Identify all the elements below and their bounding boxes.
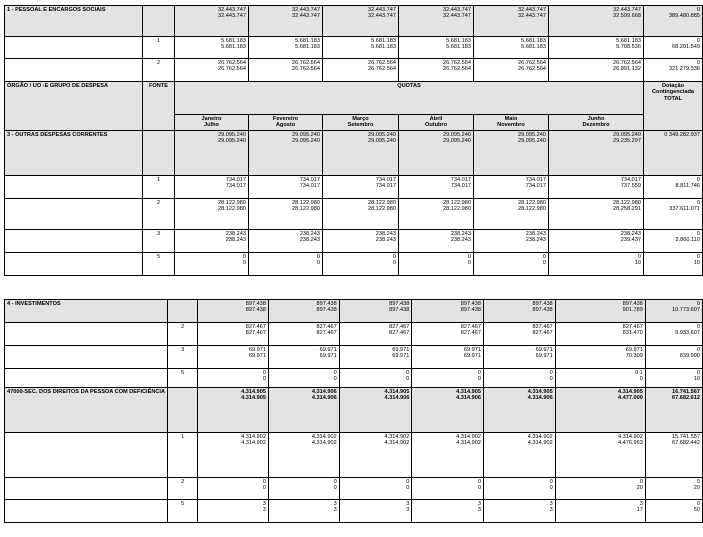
- row-label: [5, 252, 143, 275]
- table-row: [5, 59, 703, 82]
- quota-cell: 29.095.240 29.095.240: [323, 130, 399, 175]
- quota-cell: 0 0: [412, 369, 484, 388]
- quota-cell: 4.314.906 4.314.906: [269, 388, 340, 433]
- quota-cell: 5.681.183 5.681.183: [323, 37, 399, 59]
- quota-cell: 0 0: [399, 252, 474, 275]
- table-row: [5, 300, 703, 323]
- fonte-cell: 5: [168, 369, 198, 388]
- dotacao-cell: 0 9.933.607: [645, 323, 702, 346]
- quota-cell: 4.314.902 4.314.902: [339, 433, 412, 478]
- quota-cell: 238.243 238.243: [399, 229, 474, 252]
- quota-cell: 69.971 69.971: [269, 346, 340, 369]
- dotacao-cell: 0 839.990: [645, 346, 702, 369]
- quota-cell: 0 0: [484, 478, 556, 500]
- row-label: 47000-SEC. DOS DIREITOS DA PESSOA COM DEFICIÊNCIA: [5, 388, 168, 433]
- dotacao-cell: 16.741.567 67.682.612: [645, 388, 702, 433]
- row-label: [5, 478, 168, 500]
- quota-cell: 26.762.564 26.762.564: [474, 59, 549, 82]
- quota-cell: 5.681.183 5.681.183: [399, 37, 474, 59]
- quota-cell: 238.243 239.437: [549, 229, 644, 252]
- fonte-cell: [143, 6, 175, 37]
- dotacao-cell: 0 2.860.110: [644, 229, 703, 252]
- quota-cell: 0 10: [549, 252, 644, 275]
- quota-cell: 238.243 238.243: [175, 229, 249, 252]
- quota-cell: 4.314.902 4.314.902: [484, 433, 556, 478]
- quota-cell: 827.467 827.467: [412, 323, 484, 346]
- quota-cell: 28.122.980 28.122.980: [175, 198, 249, 229]
- quota-cell: 29.095.240 29.095.240: [249, 130, 323, 175]
- dotacao-cell: 0 321.279.336: [644, 59, 703, 82]
- quota-cell: 26.762.564 26.762.564: [323, 59, 399, 82]
- quota-cell: 0 0: [484, 369, 556, 388]
- quotas-header: QUOTAS: [175, 82, 644, 115]
- quota-cell: 29.095.240 29.235.297: [549, 130, 644, 175]
- dotacao-cell: 0 20: [645, 478, 702, 500]
- month-header: Abril Outubro: [399, 115, 474, 131]
- budget-table-part2: [4, 299, 703, 523]
- table-row: [5, 369, 703, 388]
- dotacao-cell: 0 50: [645, 500, 702, 523]
- quota-cell: 69.971 69.971: [484, 346, 556, 369]
- quota-cell: 0 0: [249, 252, 323, 275]
- quota-cell: 0 0: [198, 478, 269, 500]
- quota-cell: 734.017 734.017: [323, 175, 399, 198]
- quota-cell: 0 0: [175, 252, 249, 275]
- quota-cell: 3 17: [555, 500, 645, 523]
- row-label: [5, 59, 143, 82]
- month-header: Janeiro Julho: [175, 115, 249, 131]
- quota-cell: 897.438 897.438: [339, 300, 412, 323]
- row-label: [5, 369, 168, 388]
- quota-cell: 0 0: [269, 369, 340, 388]
- quota-cell: 5.681.183 5.681.183: [474, 37, 549, 59]
- row-label: [5, 500, 168, 523]
- dotacao-cell: 0 349.282.937: [644, 130, 703, 175]
- quota-cell: 26.762.564 26.762.564: [399, 59, 474, 82]
- fonte-cell: 1: [143, 175, 175, 198]
- table-row: [5, 37, 703, 59]
- dotacao-cell: 0 337.611.071: [644, 198, 703, 229]
- quota-cell: 238.243 238.243: [323, 229, 399, 252]
- month-header: Maio Novembro: [474, 115, 549, 131]
- quota-cell: 0 1 0: [555, 369, 645, 388]
- table-row: [5, 252, 703, 275]
- dotacao-cell: 0 68.201.549: [644, 37, 703, 59]
- table-row: [5, 346, 703, 369]
- fonte-cell: 2: [143, 59, 175, 82]
- quota-cell: 897.438 897.438: [198, 300, 269, 323]
- table-row: [5, 500, 703, 523]
- table-header-row: [5, 82, 703, 115]
- fonte-cell: 1: [143, 37, 175, 59]
- quota-cell: 3 3: [484, 500, 556, 523]
- table-row: [5, 388, 703, 433]
- fonte-cell: 2: [143, 198, 175, 229]
- quota-cell: 827.467 827.467: [484, 323, 556, 346]
- dotacao-cell: 0 8.811.746: [644, 175, 703, 198]
- quota-cell: 897.438 897.438: [484, 300, 556, 323]
- quota-cell: 26.762.564 26.762.564: [175, 59, 249, 82]
- quota-cell: 897.438 897.438: [412, 300, 484, 323]
- dotacao-cell: 15.741.557 67.682.442: [645, 433, 702, 478]
- quota-cell: 734.017 737.559: [549, 175, 644, 198]
- quota-cell: 32.443.747 32.443.747: [399, 6, 474, 37]
- row-label: 1 - PESSOAL E ENCARGOS SOCIAIS: [5, 6, 143, 37]
- quota-cell: 897.438 901.789: [555, 300, 645, 323]
- quota-cell: 3 3: [412, 500, 484, 523]
- quota-cell: 32.443.747 32.599.668: [549, 6, 644, 37]
- month-header: Junho Dezembro: [549, 115, 644, 131]
- row-label: [5, 346, 168, 369]
- quota-cell: 4.314.902 4.314.902: [412, 433, 484, 478]
- quota-cell: 28.122.980 28.122.980: [249, 198, 323, 229]
- dotacao-cell: 0 10: [645, 369, 702, 388]
- quota-cell: 827.467 827.467: [198, 323, 269, 346]
- quota-cell: 3 3: [198, 500, 269, 523]
- quota-cell: 238.243 238.243: [474, 229, 549, 252]
- fonte-cell: [168, 300, 198, 323]
- row-label: [5, 37, 143, 59]
- table-row: [5, 323, 703, 346]
- table-row: [5, 433, 703, 478]
- fonte-cell: 2: [168, 478, 198, 500]
- fonte-cell: 2: [168, 323, 198, 346]
- fonte-cell: 3: [143, 229, 175, 252]
- quota-cell: 4.314.905 4.314.906: [412, 388, 484, 433]
- quota-cell: 69.971 69.971: [339, 346, 412, 369]
- dotacao-cell: 0 389.480.885: [644, 6, 703, 37]
- quota-cell: 32.443.747 32.443.747: [175, 6, 249, 37]
- quota-cell: 69.971 69.971: [412, 346, 484, 369]
- quota-cell: 0 20: [555, 478, 645, 500]
- quota-cell: 4.314.902 4.476.963: [555, 433, 645, 478]
- quota-cell: 0 0: [339, 478, 412, 500]
- quota-cell: 26.762.564 26.891.132: [549, 59, 644, 82]
- quota-cell: 3 3: [269, 500, 340, 523]
- quota-cell: 28.122.980 28.122.980: [323, 198, 399, 229]
- budget-table-part1: [4, 5, 703, 276]
- row-label: [5, 198, 143, 229]
- quota-cell: 3 3: [339, 500, 412, 523]
- dotacao-header: Dotação Contingenciada TOTAL: [644, 82, 703, 131]
- quota-cell: 5.681.183 5.681.183: [249, 37, 323, 59]
- quota-cell: 4.314.905 4.314.906: [484, 388, 556, 433]
- quota-cell: 28.122.980 28.122.980: [399, 198, 474, 229]
- fonte-cell: 5: [143, 252, 175, 275]
- quota-cell: 734.017 734.017: [249, 175, 323, 198]
- quota-cell: 734.017 734.017: [474, 175, 549, 198]
- dotacao-cell: 0 10.773.607: [645, 300, 702, 323]
- quota-cell: 28.122.980 28.122.980: [474, 198, 549, 229]
- fonte-cell: [168, 388, 198, 433]
- month-header: Março Setembro: [323, 115, 399, 131]
- quota-cell: 827.467 827.467: [269, 323, 340, 346]
- row-label: [5, 323, 168, 346]
- quota-cell: 827.467 831.470: [555, 323, 645, 346]
- quota-cell: 0 0: [323, 252, 399, 275]
- quota-cell: 0 0: [412, 478, 484, 500]
- quota-cell: 69.971 69.971: [198, 346, 269, 369]
- quota-cell: 734.017 734.017: [399, 175, 474, 198]
- quota-cell: 32.443.747 32.443.747: [323, 6, 399, 37]
- quota-cell: 32.443.747 32.443.747: [474, 6, 549, 37]
- quota-cell: 4.314.905 4.477.000: [555, 388, 645, 433]
- row-label: 4 - INVESTIMENTOS: [5, 300, 168, 323]
- quota-cell: 734.017 734.017: [175, 175, 249, 198]
- quota-cell: 4.314.902 4.314.902: [269, 433, 340, 478]
- quota-cell: 69.971 70.309: [555, 346, 645, 369]
- row-label: [5, 175, 143, 198]
- quota-cell: 29.095.240 29.095.240: [474, 130, 549, 175]
- fonte-cell: 1: [168, 433, 198, 478]
- quota-cell: 238.243 238.243: [249, 229, 323, 252]
- fonte-header: FONTE: [143, 82, 175, 131]
- row-label: [5, 229, 143, 252]
- row-label: 3 - OUTRAS DESPESAS CORRENTES: [5, 130, 143, 175]
- quota-cell: 897.438 897.438: [269, 300, 340, 323]
- quota-cell: 0 0: [269, 478, 340, 500]
- table-row: [5, 175, 703, 198]
- table-row: [5, 229, 703, 252]
- quota-cell: 0 0: [198, 369, 269, 388]
- row-label: [5, 433, 168, 478]
- quota-cell: 4.314.905 4.314.905: [198, 388, 269, 433]
- table-row: [5, 478, 703, 500]
- quota-cell: 5.681.183 5.708.536: [549, 37, 644, 59]
- orgao-header: ÓRGÃO / UO -E GRUPO DE DESPESA: [5, 82, 143, 131]
- quota-cell: 827.467 827.467: [339, 323, 412, 346]
- table-row: [5, 130, 703, 175]
- dotacao-cell: 0 10: [644, 252, 703, 275]
- fonte-cell: [143, 130, 175, 175]
- quota-cell: 0 0: [339, 369, 412, 388]
- table-row: [5, 6, 703, 37]
- quota-cell: 4.314.905 4.314.906: [339, 388, 412, 433]
- month-header: Fevereiro Agosto: [249, 115, 323, 131]
- quota-cell: 29.095.240 29.095.240: [399, 130, 474, 175]
- fonte-cell: 5: [168, 500, 198, 523]
- quota-cell: 29.095.240 29.095.240: [175, 130, 249, 175]
- fonte-cell: 3: [168, 346, 198, 369]
- quota-cell: 4.314.902 4.314.902: [198, 433, 269, 478]
- quota-cell: 0 0: [474, 252, 549, 275]
- quota-cell: 28.122.980 28.258.291: [549, 198, 644, 229]
- quota-cell: 5.681.183 5.681.183: [175, 37, 249, 59]
- table-row: [5, 198, 703, 229]
- quota-cell: 26.762.564 26.762.564: [249, 59, 323, 82]
- quota-cell: 32.443.747 32.443.747: [249, 6, 323, 37]
